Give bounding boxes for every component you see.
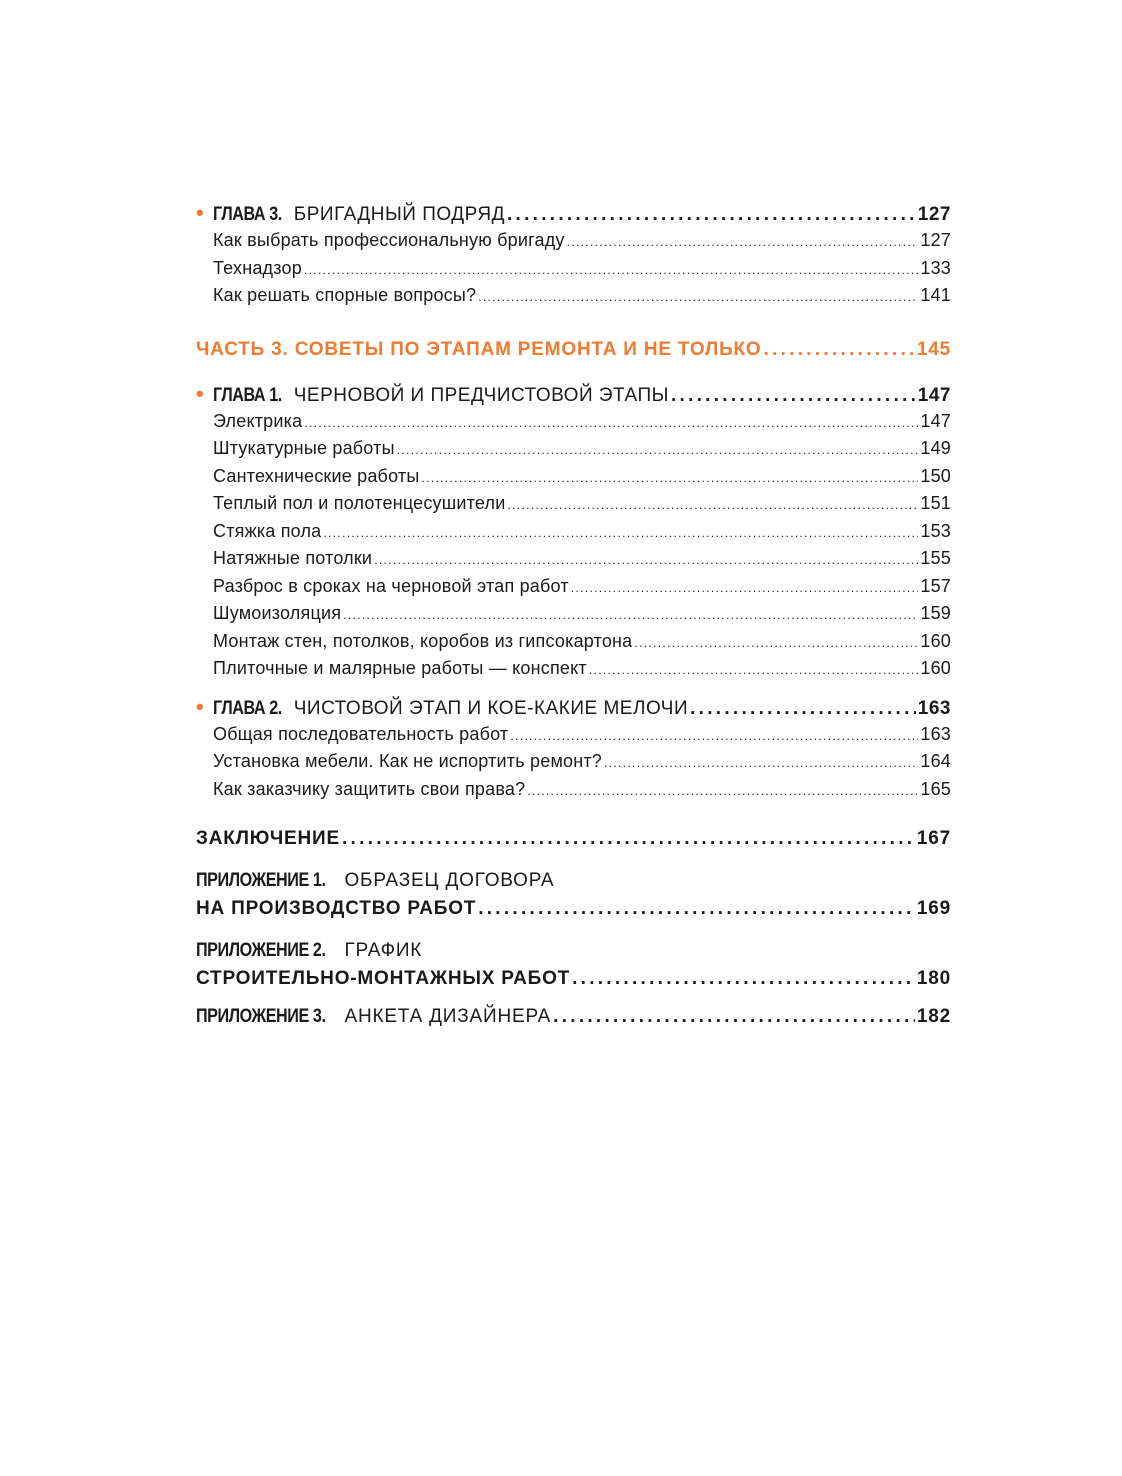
leader-dots [510, 724, 918, 745]
item-title: Стяжка пола [213, 520, 322, 541]
leader-dots [304, 411, 918, 432]
item-title: Штукатурные работы [213, 438, 395, 458]
item-title: Шумоизоляция [213, 603, 342, 623]
page-number: 155 [920, 548, 951, 568]
page-number: 159 [920, 603, 951, 623]
toc-item[interactable] [196, 779, 951, 807]
page-number: 163 [917, 697, 951, 719]
appendix-prefix: ПРИЛОЖЕНИЕ 1. [196, 870, 326, 891]
page-number: 180 [916, 968, 951, 989]
item-title: Установка мебели. Как не испортить ремонт? [213, 751, 603, 771]
appendix-title-line1: ОБРАЗЕЦ ДОГОВОРА [344, 870, 555, 891]
leader-dots [634, 631, 918, 652]
page-number: 164 [920, 751, 951, 771]
item-title: Натяжные потолки [213, 548, 373, 568]
appendix-title-line2: СТРОИТЕЛЬНО-МОНТАЖНЫХ РАБОТ [196, 968, 571, 989]
toc-item[interactable] [196, 438, 951, 466]
item-title: Как решать спорные вопросы? [213, 285, 477, 305]
leader-dots [553, 1006, 915, 1028]
leader-dots [571, 576, 919, 597]
page-number: 182 [916, 1006, 951, 1027]
toc-item[interactable] [196, 603, 951, 631]
page-number: 150 [920, 465, 951, 486]
chapter-title: ЧЕРНОВОЙ И ПРЕДЧИСТОВОЙ ЭТАПЫ [293, 384, 669, 406]
item-title: Как заказчику защитить свои права? [213, 778, 526, 799]
toc-item[interactable] [196, 658, 951, 686]
page-number: 127 [917, 204, 951, 225]
page-number: 165 [920, 778, 951, 799]
toc-appendix-2[interactable] [196, 940, 951, 996]
leader-dots [507, 204, 916, 226]
toc-item[interactable] [196, 631, 951, 659]
leader-dots [374, 548, 918, 569]
toc-item[interactable] [196, 724, 951, 752]
appendix-prefix: ПРИЛОЖЕНИЕ 3. [196, 1006, 326, 1027]
toc-conclusion[interactable] [196, 828, 951, 856]
page-number: 160 [920, 658, 951, 678]
leader-dots [478, 898, 915, 920]
item-title: Электрика [213, 410, 303, 431]
toc-part-3[interactable] [196, 339, 951, 371]
leader-dots [343, 603, 918, 624]
bullet-icon: • [196, 693, 205, 719]
page-number: 160 [920, 630, 951, 651]
conclusion-title: ЗАКЛЮЧЕНИЕ [196, 828, 340, 849]
item-title: Технадзор [213, 257, 302, 278]
bullet-icon: • [196, 200, 205, 225]
toc-item[interactable] [196, 466, 951, 494]
toc-item[interactable] [196, 751, 951, 779]
appendix-title-line2: НА ПРОИЗВОДСТВО РАБОТ [196, 898, 477, 919]
toc-item[interactable] [196, 258, 951, 286]
leader-dots [567, 230, 919, 251]
table-of-contents [196, 202, 951, 1034]
item-title: Монтаж стен, потолков, коробов из гипсокартона [213, 630, 633, 651]
chapter-prefix: ГЛАВА 2. [213, 697, 282, 719]
toc-item[interactable] [196, 521, 951, 549]
chapter-title: ЧИСТОВОЙ ЭТАП И КОЕ-КАКИЕ МЕЛОЧИ [293, 697, 689, 719]
toc-item[interactable] [196, 285, 951, 313]
page-number: 149 [920, 438, 951, 458]
page-number: 167 [916, 828, 951, 849]
item-title: Плиточные и малярные работы — конспект [213, 658, 587, 678]
leader-dots [304, 258, 918, 279]
appendix-prefix: ПРИЛОЖЕНИЕ 2. [196, 940, 326, 961]
toc-item[interactable] [196, 576, 951, 604]
page-number: 141 [920, 285, 951, 305]
item-title: Разброс в сроках на черновой этап работ [213, 575, 569, 596]
page-number: 163 [920, 723, 951, 744]
toc-item[interactable] [196, 548, 951, 576]
appendix-title: АНКЕТА ДИЗАЙНЕРА [344, 1006, 552, 1027]
leader-dots [478, 285, 918, 306]
chapter-title: БРИГАДНЫЙ ПОДРЯД [293, 204, 505, 225]
page-number: 145 [916, 338, 951, 360]
chapter-prefix: ГЛАВА 3. [213, 204, 282, 225]
page-number: 151 [920, 493, 951, 513]
toc-chapter-3[interactable] [196, 202, 951, 230]
page-number: 127 [920, 230, 951, 250]
bullet-icon: • [196, 380, 205, 406]
leader-dots [421, 466, 918, 487]
toc-chapter-1[interactable] [196, 380, 951, 411]
item-title: Общая последовательность работ [213, 723, 509, 744]
leader-dots [589, 658, 919, 679]
toc-appendix-3[interactable] [196, 1006, 951, 1034]
toc-item[interactable] [196, 411, 951, 439]
leader-dots [671, 385, 916, 407]
page-number: 169 [916, 898, 951, 919]
leader-dots [690, 698, 916, 720]
page-number: 147 [920, 410, 951, 431]
chapter-prefix: ГЛАВА 1. [213, 384, 282, 406]
leader-dots [507, 493, 918, 514]
page-number: 153 [920, 520, 951, 541]
toc-chapter-2[interactable] [196, 693, 951, 724]
toc-appendix-1[interactable] [196, 870, 951, 926]
appendix-title-line1: ГРАФИК [344, 940, 423, 961]
item-title: Сантехнические работы [213, 465, 420, 486]
page-number: 133 [920, 257, 951, 278]
page-number: 157 [920, 575, 951, 596]
page-number: 147 [917, 384, 951, 406]
toc-item[interactable] [196, 230, 951, 258]
leader-dots [342, 828, 915, 850]
leader-dots [572, 968, 915, 990]
leader-dots [527, 779, 918, 800]
toc-item[interactable] [196, 493, 951, 521]
item-title: Как выбрать профессиональную бригаду [213, 230, 565, 250]
leader-dots [397, 438, 919, 459]
leader-dots [604, 751, 918, 772]
leader-dots [323, 521, 918, 542]
leader-dots [764, 339, 915, 361]
item-title: Теплый пол и полотенцесушители [213, 493, 506, 513]
part-title: ЧАСТЬ 3. СОВЕТЫ ПО ЭТАПАМ РЕМОНТА И НЕ ТОЛЬКО [196, 338, 762, 360]
